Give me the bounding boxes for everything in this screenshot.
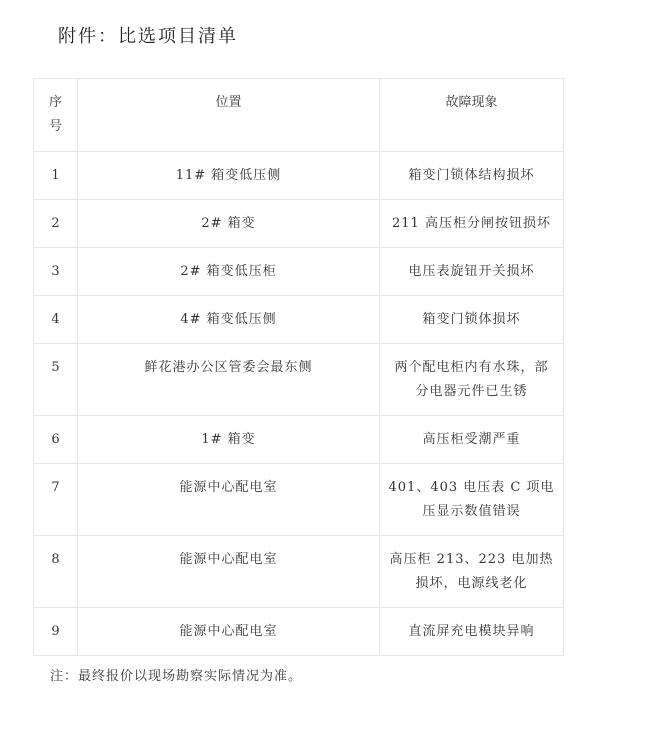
row-fault: 电压表旋钮开关损坏 xyxy=(380,248,564,296)
table-row xyxy=(34,152,564,200)
table-row xyxy=(34,248,564,296)
row-position: 能源中心配电室 xyxy=(78,464,380,536)
row-fault: 直流屏充电模块异响 xyxy=(380,608,564,656)
footnote: 注：最终报价以现场勘察实际情况为准。 xyxy=(50,669,303,684)
row-position: 2# 箱变低压柜 xyxy=(78,248,380,296)
row-fault: 箱变门锁体结构损坏 xyxy=(380,152,564,200)
table-row xyxy=(34,464,564,536)
table-row xyxy=(34,536,564,608)
document-title: 附件：比选项目清单 xyxy=(58,26,238,47)
row-serial-number: 2 xyxy=(34,200,78,248)
row-serial-number: 9 xyxy=(34,608,78,656)
table-row xyxy=(34,296,564,344)
row-fault: 高压柜 213、223 电加热损坏，电源线老化 xyxy=(380,536,564,608)
header-fault: 故障现象 xyxy=(380,79,564,152)
row-fault: 两个配电柜内有水珠，部分电器元件已生锈 xyxy=(380,344,564,416)
row-serial-number: 1 xyxy=(34,152,78,200)
row-fault: 401、403 电压表 C 项电压显示数值错误 xyxy=(380,464,564,536)
row-position: 能源中心配电室 xyxy=(78,536,380,608)
row-fault: 箱变门锁体损坏 xyxy=(380,296,564,344)
row-serial-number: 7 xyxy=(34,464,78,536)
header-serial-number: 序号 xyxy=(34,79,78,152)
row-position: 能源中心配电室 xyxy=(78,608,380,656)
table-row xyxy=(34,608,564,656)
row-position: 4# 箱变低压侧 xyxy=(78,296,380,344)
row-fault: 高压柜受潮严重 xyxy=(380,416,564,464)
table-header-row xyxy=(34,79,564,152)
row-position: 2# 箱变 xyxy=(78,200,380,248)
row-position: 11# 箱变低压侧 xyxy=(78,152,380,200)
row-fault: 211 高压柜分闸按钮损坏 xyxy=(380,200,564,248)
table-row xyxy=(34,416,564,464)
table-row xyxy=(34,200,564,248)
row-serial-number: 4 xyxy=(34,296,78,344)
row-position: 鲜花港办公区管委会最东侧 xyxy=(78,344,380,416)
row-position: 1# 箱变 xyxy=(78,416,380,464)
table-row xyxy=(34,344,564,416)
header-position: 位置 xyxy=(78,79,380,152)
project-list-table xyxy=(33,78,564,656)
row-serial-number: 6 xyxy=(34,416,78,464)
row-serial-number: 8 xyxy=(34,536,78,608)
row-serial-number: 3 xyxy=(34,248,78,296)
row-serial-number: 5 xyxy=(34,344,78,416)
